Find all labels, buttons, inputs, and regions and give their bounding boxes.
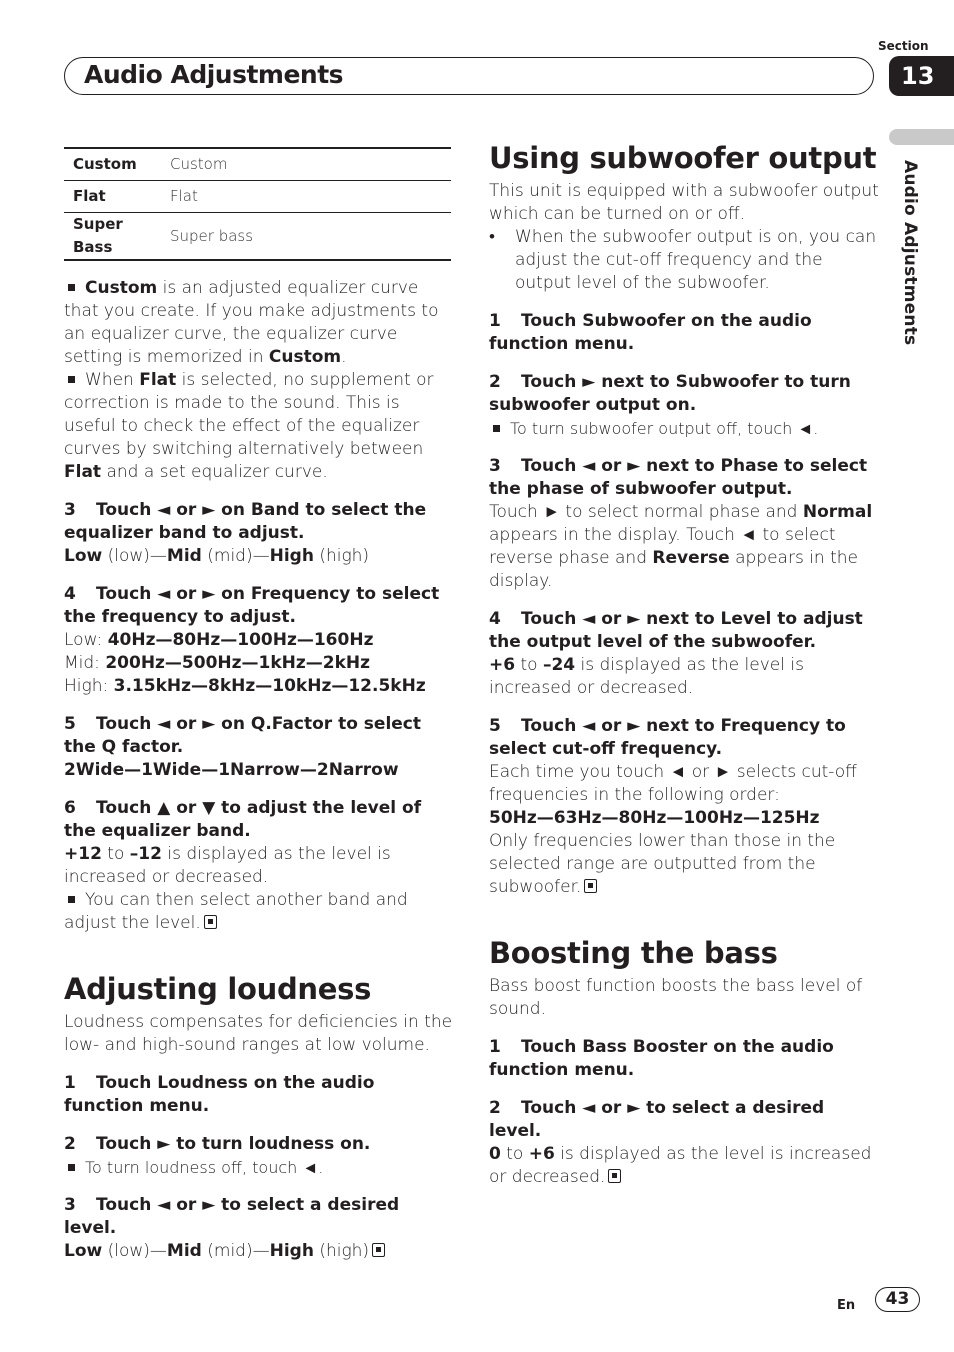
step-heading: 1 Touch Loudness on the audio function menu. [64,1073,375,1116]
step-note: You can then select another band and adjust the level. [64,890,408,933]
table-row [64,148,451,181]
freq-mid: Mid: 200Hz—500Hz—1kHz—2kHz [64,653,371,673]
step-heading: 4 Touch ◄ or ► on Frequency to select the frequency to adjust. [64,584,440,627]
step-body: +12 to –12 is displayed as the level is increased or decreased. [64,844,391,887]
note-custom: Custom is an adjusted equalizer curve that you create. If you make adjustments to an equalizer curve, the equalizer curve setting is memorized in Custom. [64,278,439,367]
step-body: Only frequencies lower than those in the selected range are outputted from the subwoofer. [489,831,836,897]
note-marker-icon [68,284,75,291]
table-key: Flat [64,181,161,213]
heading-loudness: Adjusting loudness [64,972,372,1006]
side-tab-label: Audio Adjustments [900,160,920,346]
step-body: +6 to –24 is displayed as the level is increased or decreased. [489,655,804,698]
table-row [64,181,451,213]
step-body: Each time you touch ◄ or ► selects cut-off frequencies in the following order: [489,762,857,805]
side-tab-bar [889,129,954,145]
end-mark-icon [372,1243,385,1257]
note-flat: When Flat is selected, no supplement or correction is made to the sound. This is useful to check the effect of the equalizer curves by switching alternatively between Flat and a set equalizer curve. [64,370,434,482]
heading-subwoofer: Using subwoofer output [489,141,877,175]
table-key: Super Bass [73,215,123,256]
right-column [489,140,879,1189]
end-mark-icon [608,1169,621,1183]
step-heading: 6 Touch ▲ or ▼ to adjust the level of the equalizer band. [64,798,422,841]
table-value: Flat [161,181,451,213]
step-body: Low (low)—Mid (mid)—High (high) [64,546,370,566]
table-value: Super bass [170,226,254,245]
end-mark-icon [204,915,217,929]
step-heading: 1 Touch Bass Booster on the audio function menu. [489,1037,834,1080]
cutoff-values: 50Hz—63Hz—80Hz—100Hz—125Hz [489,808,820,828]
table-key: Custom [64,148,161,181]
step-body: 0 to +6 is displayed as the level is increased or decreased. [489,1144,872,1187]
subwoofer-bullet: • When the subwoofer output is on, you can adjust the cut-off frequency and the output level of the subwoofer. [489,226,879,295]
heading-bass: Boosting the bass [489,936,778,970]
step-heading: 5 Touch ◄ or ► on Q.Factor to select the Q factor. [64,714,422,757]
loudness-intro: Loudness compensates for deficiencies in the low- and high-sound ranges at low volume. [64,1012,453,1055]
table-value: Custom [161,148,451,181]
subwoofer-intro: This unit is equipped with a subwoofer output which can be turned on or off. [489,181,879,224]
eq-table [64,147,451,261]
step-heading: 1 Touch Subwoofer on the audio function menu. [489,311,812,354]
step-heading: 4 Touch ◄ or ► next to Level to adjust the output level of the subwoofer. [489,609,863,652]
note-marker-icon [68,1164,75,1171]
step-heading: 5 Touch ◄ or ► next to Frequency to select cut-off frequency. [489,716,846,759]
page-title: Audio Adjustments [84,60,344,89]
step-heading: 2 Touch ► to turn loudness on. [64,1134,371,1154]
step-heading: 3 Touch ◄ or ► next to Phase to select the phase of subwoofer output. [489,456,868,499]
freq-low: Low: 40Hz—80Hz—100Hz—160Hz [64,630,374,650]
step-heading: 2 Touch ◄ or ► to select a desired level. [489,1098,825,1141]
step-body: 2Wide—1Wide—1Narrow—2Narrow [64,760,399,780]
table-row [64,213,451,261]
step-body: Low (low)—Mid (mid)—High (high) [64,1240,454,1263]
note-marker-icon [68,896,75,903]
step-note: To turn subwoofer output off, touch ◄. [489,417,879,440]
step-note: To turn loudness off, touch ◄. [64,1156,454,1179]
bass-intro: Bass boost function boosts the bass level of sound. [489,976,863,1019]
step-heading: 3 Touch ◄ or ► to select a desired level. [64,1195,400,1238]
end-mark-icon [584,879,597,893]
note-marker-icon [493,425,500,432]
section-label: Section [878,39,929,53]
freq-high: High: 3.15kHz—8kHz—10kHz—12.5kHz [64,676,426,696]
step-heading: 2 Touch ► next to Subwoofer to turn subwoofer output on. [489,372,851,415]
page-number: 43 [875,1287,920,1312]
note-marker-icon [68,376,75,383]
section-number: 13 [889,56,954,96]
step-body: Touch ► to select normal phase and Normal appears in the display. Touch ◄ to select reverse phase and Reverse appears in the display. [489,502,873,591]
left-column [64,147,454,1263]
step-heading: 3 Touch ◄ or ► on Band to select the equalizer band to adjust. [64,500,427,543]
footer-language: En [837,1298,856,1313]
